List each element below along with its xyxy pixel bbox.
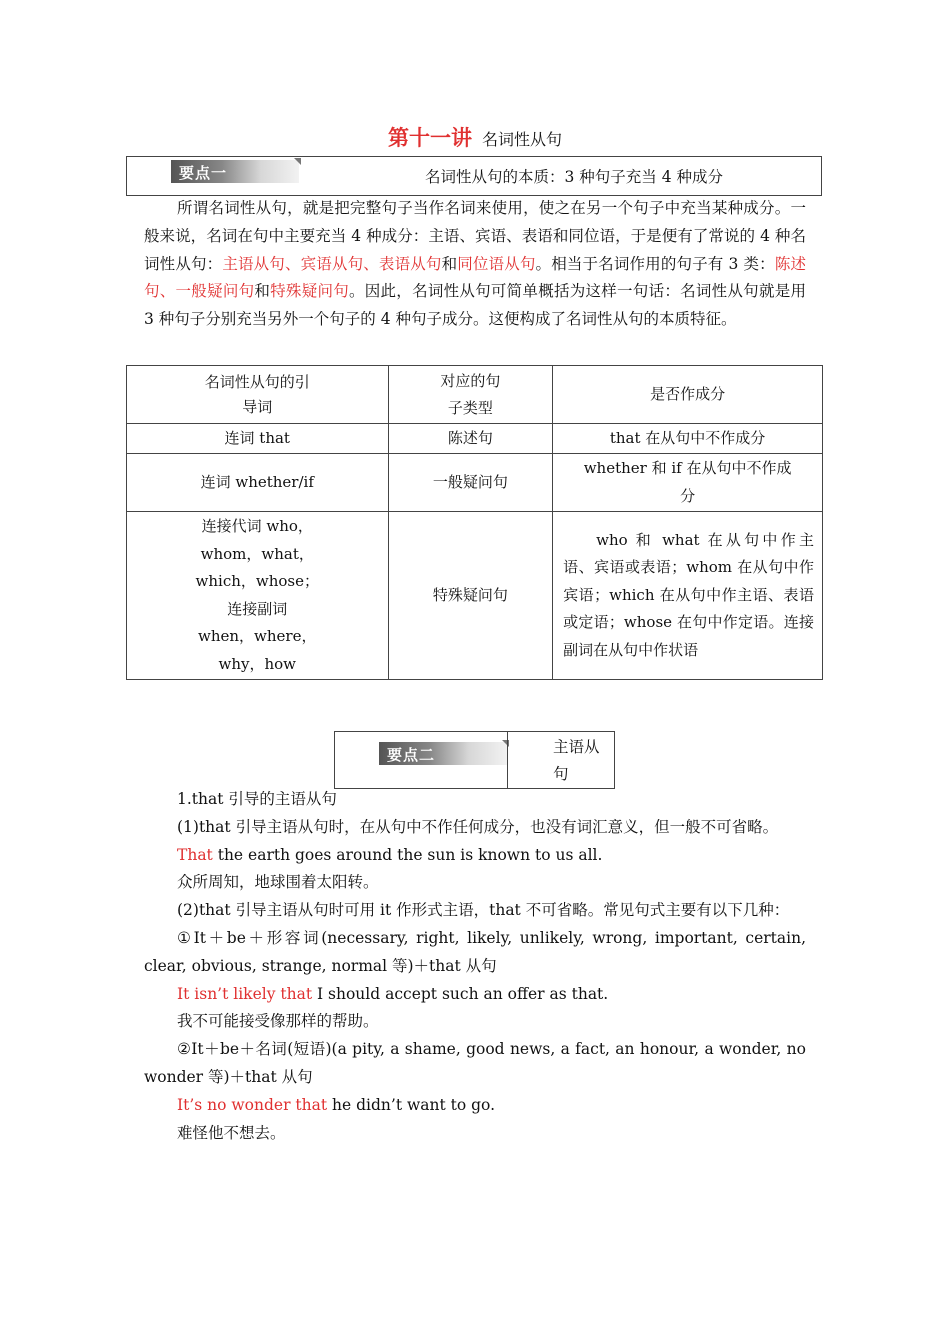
cell-wh-words [127, 512, 389, 680]
intro-highlight-3: 陈述句、一般疑问句 [144, 254, 806, 301]
wh-line: 连接代词 who， [201, 517, 313, 535]
rule-1: (1)that 引导主语从句时，在从句中不作任何成分，也没有词汇意义，但一般不可省略。 [177, 817, 779, 836]
pattern-2: ②It＋be＋名词(短语)(a pity, a shame, good news, a fact, an honour, a wonder, no wonder 等)＋that 从句 [144, 1040, 806, 1086]
intro-text-3: 。相当于名词作用的句子有 3 类： [535, 254, 775, 273]
table-row [127, 454, 823, 512]
example-3 [144, 1092, 806, 1120]
wh-line: 连接副词 [227, 599, 288, 618]
example-1 [144, 842, 806, 870]
rule-2: (2)that 引导主语从句时可用 it 作形式主语，that 不可省略。常见句式主要有以下几种： [177, 901, 790, 920]
intro-text-1: 所谓名词性从句，就是把完整句子当作名词来使用，使之在另一个句子中充当某种成分。一般来说，名词在句中主要充当 4 种成分：主语、宾语、表语和同位语，于是便有了常说的 4 种名词性从句： [144, 199, 806, 273]
cell-whether-role: whether 和 if 在从句中不作成分 [553, 454, 823, 512]
example-2-text: I should accept such an offer as that. [312, 984, 609, 1003]
wh-line: which，whose； [195, 572, 319, 590]
pattern-1: ①It＋be＋形容词(necessary, right, likely, unlikely, wrong, important, certain, clear, obvious, strange, normal 等)＋that 从句 [144, 928, 806, 975]
header-sentence-type: 对应的句子类型 [388, 366, 553, 424]
cell-that-role: that 在从句中不作成分 [553, 424, 823, 454]
intro-text-4: 和 [254, 282, 271, 301]
section2-tag-label: 要点二 [387, 746, 436, 764]
cell-general-question: 一般疑问句 [388, 454, 553, 512]
cell-declarative: 陈述句 [388, 424, 553, 454]
lecture-number: 第十一讲 [387, 125, 472, 150]
cell-special-question: 特殊疑问句 [388, 512, 553, 680]
section1-tag [171, 160, 299, 183]
tag-corner-icon [294, 158, 301, 165]
cell-that: 连词 that [127, 424, 389, 454]
header-introducer: 名词性从句的引导词 [127, 366, 389, 424]
translation-3: 难怪他不想去。 [177, 1123, 286, 1142]
example-3-text: he didn’t want to go. [327, 1095, 496, 1114]
example-1-highlight: That [177, 845, 213, 864]
header-function: 是否作成分 [553, 366, 823, 424]
intro-text-5: 。因此，名词性从句可简单概括为这样一句话：名词性从句就是用 3 种句子分别充当另外一个句子的 4 种句子成分。这便构成了名词性从句的本质特征。 [144, 282, 806, 329]
lecture-topic: 名词性从句 [481, 130, 562, 149]
clause-table [126, 365, 823, 680]
intro-text-2: 和 [441, 254, 458, 273]
section2-tag [379, 742, 507, 765]
table-row [127, 512, 823, 680]
table-header-row [127, 366, 823, 424]
subheading-that: 1.that 引导的主语从句 [177, 790, 337, 808]
translation-2: 我不可能接受像那样的帮助。 [177, 1012, 379, 1031]
intro-highlight-2: 同位语从句 [457, 254, 536, 273]
wh-line: when，where， [198, 627, 317, 645]
section1-tag-label: 要点一 [179, 164, 228, 182]
example-2 [144, 981, 806, 1009]
section2-body [144, 786, 806, 1147]
wh-line: why，how [218, 654, 296, 673]
cell-whether: 连词 whether/if [127, 454, 389, 512]
example-2-highlight: It isn’t likely that [177, 984, 313, 1003]
intro-highlight-4: 特殊疑问句 [270, 282, 349, 301]
section1-heading: 名词性从句的本质：3 种句子充当 4 种成分 [425, 168, 724, 186]
wh-line: whom，what， [200, 544, 314, 563]
cell-wh-role: who 和 what 在从句中作主语、宾语或表语；whom 在从句中作宾语；which 在从句中作主语、表语或定语；whose 在句中作定语。连接副词在从句中作状语 [553, 512, 823, 680]
example-3-highlight: It’s no wonder that [177, 1095, 328, 1114]
translation-1: 众所周知，地球围着太阳转。 [177, 873, 379, 892]
table-row [127, 424, 823, 454]
section2-heading: 主语从句 [553, 738, 600, 783]
intro-highlight-1: 主语从句、宾语从句、表语从句 [222, 254, 442, 273]
example-1-text: the earth goes around the sun is known to us all. [212, 845, 603, 864]
section2-header-box [334, 731, 615, 789]
page-title [0, 122, 950, 152]
section1-header-box [126, 156, 822, 196]
intro-paragraph [144, 195, 806, 334]
box-divider [507, 732, 508, 789]
